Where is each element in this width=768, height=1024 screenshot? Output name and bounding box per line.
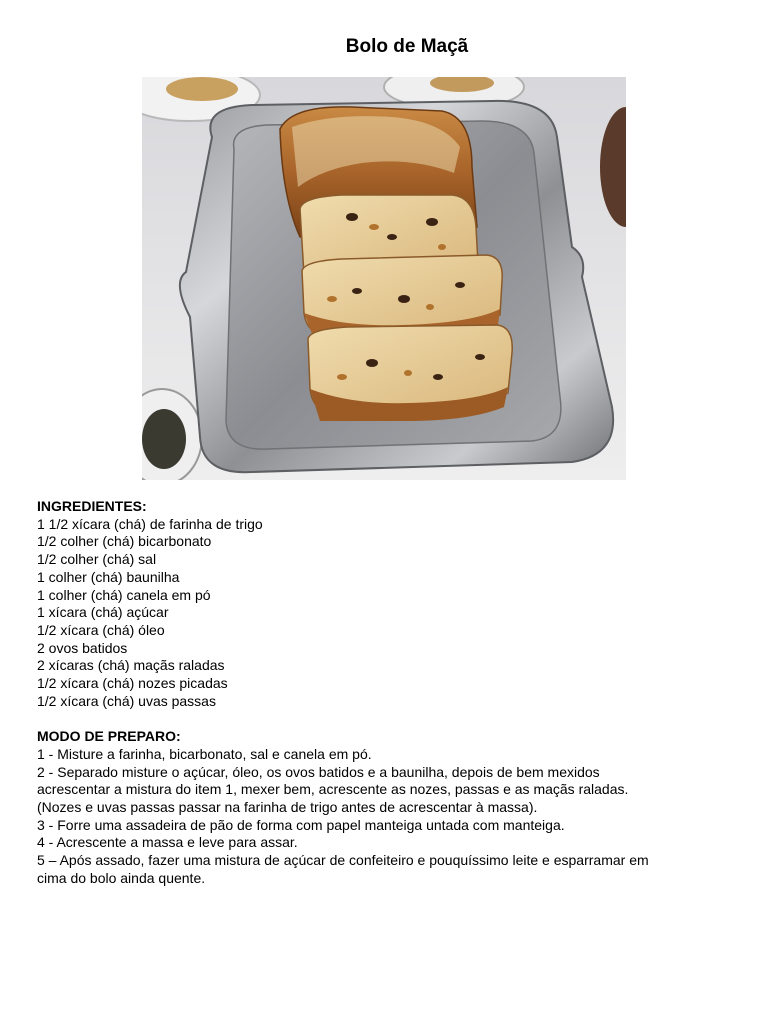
list-item: 1 colher (chá) canela em pó bbox=[37, 586, 211, 603]
list-item: 1 colher (chá) baunilha bbox=[37, 568, 180, 585]
list-item: 1/2 xícara (chá) uvas passas bbox=[37, 692, 216, 709]
preparation-heading: MODO DE PREPARO: bbox=[37, 728, 181, 745]
step-line: cima do bolo ainda quente. bbox=[37, 869, 206, 886]
step-line: 1 - Misture a farinha, bicarbonato, sal e canela em pó. bbox=[37, 745, 372, 762]
cake-photo bbox=[142, 77, 626, 480]
section-spacer bbox=[37, 710, 737, 728]
list-item: 1 1/2 xícara (chá) de farinha de trigo bbox=[37, 515, 263, 532]
step-line: (Nozes e uvas passas passar na farinha de trigo antes de acrescentar à massa). bbox=[37, 798, 538, 815]
step-line: 2 - Separado misture o açúcar, óleo, os ovos batidos e a baunilha, depois de bem mexidos bbox=[37, 763, 600, 780]
list-item: 1/2 xícara (chá) óleo bbox=[37, 621, 165, 638]
list-item: 2 ovos batidos bbox=[37, 639, 128, 656]
list-item: 2 xícaras (chá) maçãs raladas bbox=[37, 657, 225, 674]
preparation-steps bbox=[37, 746, 737, 888]
list-item: 1/2 xícara (chá) nozes picadas bbox=[37, 675, 228, 692]
ingredients-list bbox=[37, 516, 737, 711]
list-item: 1 xícara (chá) açúcar bbox=[37, 604, 169, 621]
ingredients-heading: INGREDIENTES: bbox=[37, 498, 147, 514]
recipe-content bbox=[37, 498, 737, 887]
list-item: 1/2 colher (chá) bicarbonato bbox=[37, 533, 212, 550]
step-line: 3 - Forre uma assadeira de pão de forma com papel manteiga untada com manteiga. bbox=[37, 816, 565, 833]
step-line: 4 - Acrescente a massa e leve para assar. bbox=[37, 834, 298, 851]
step-line: 5 – Após assado, fazer uma mistura de açúcar de confeiteiro e pouquíssimo leite e esparramar em bbox=[37, 852, 649, 869]
list-item: 1/2 colher (chá) sal bbox=[37, 551, 157, 568]
step-line: acrescentar a mistura do item 1, mexer bem, acrescente as nozes, passas e as maçãs raladas. bbox=[37, 781, 629, 798]
page-title: Bolo de Maçã bbox=[345, 36, 469, 57]
